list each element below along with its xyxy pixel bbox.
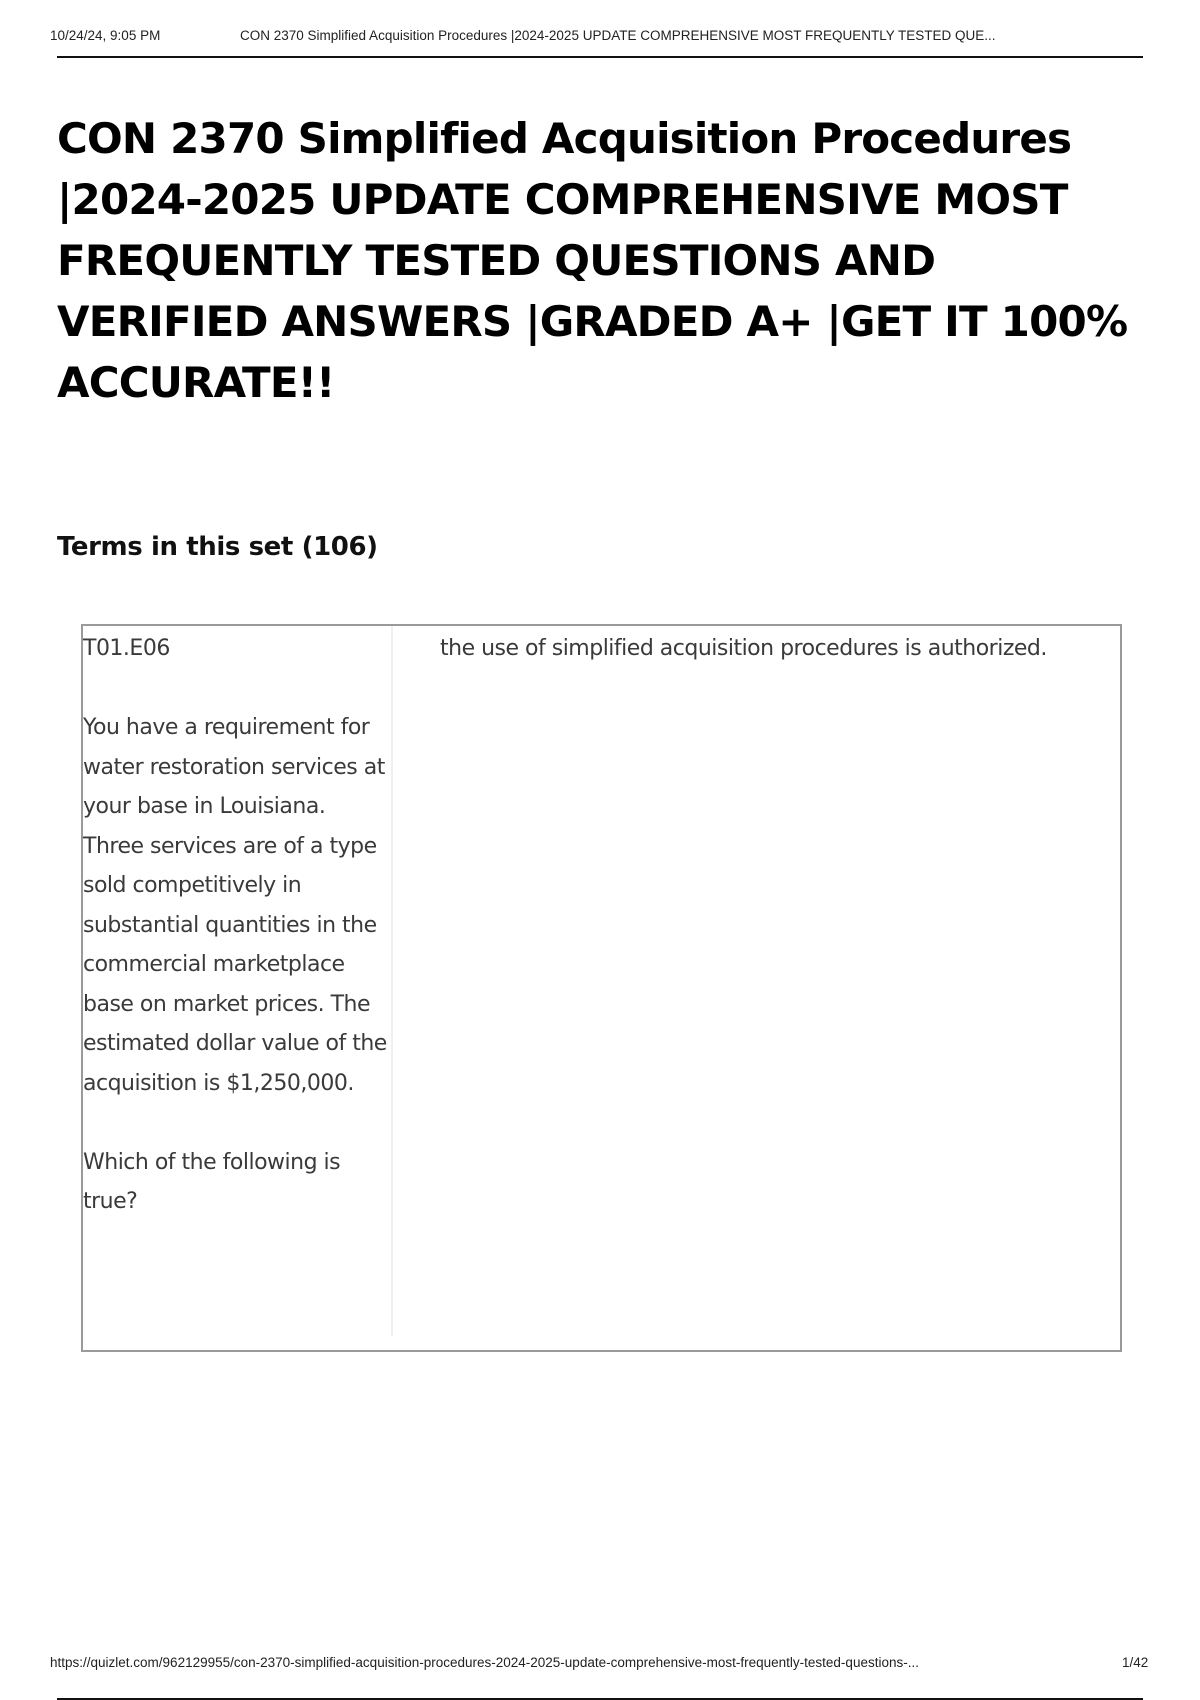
term-prompt: Which of the following is true? (83, 1149, 341, 1214)
header-divider (57, 56, 1143, 58)
term-answer: the use of simplified acquisition procedures is authorized. (440, 636, 1047, 661)
page-title: CON 2370 Simplified Acquisition Procedures |2024-2025 UPDATE COMPREHENSIVE MOST FREQUENTLY TESTED QUESTIONS AND VERIFIED ANSWERS |GRADED A+ |GET IT 100% ACCURATE!! (57, 114, 1128, 407)
terms-count-heading: Terms in this set (106) (57, 532, 378, 562)
term-question: You have a requirement for water restoration services at your base in Louisiana. Three services are of a type sold competitively in substantial quantities in the commercial marketplace base on market prices. The estimated dollar value of the acquisition is $1,250,000. (83, 715, 387, 1096)
term-code: T01.E06 (83, 636, 170, 661)
spacer (83, 669, 391, 709)
spacer (83, 1103, 391, 1143)
definition-side (440, 626, 1080, 669)
page-url: https://quizlet.com/962129955/con-2370-simplified-acquisition-procedures-2024-2025-update-comprehensive-most-frequently-tested-questions-... (50, 1655, 919, 1670)
print-document-title: CON 2370 Simplified Acquisition Procedures |2024-2025 UPDATE COMPREHENSIVE MOST FREQUENTLY TESTED QUE... (240, 28, 996, 43)
term-side (83, 626, 393, 1336)
print-date-time: 10/24/24, 9:05 PM (50, 28, 161, 43)
term-card (81, 624, 1122, 1352)
page-indicator: 1/42 (1122, 1655, 1149, 1670)
